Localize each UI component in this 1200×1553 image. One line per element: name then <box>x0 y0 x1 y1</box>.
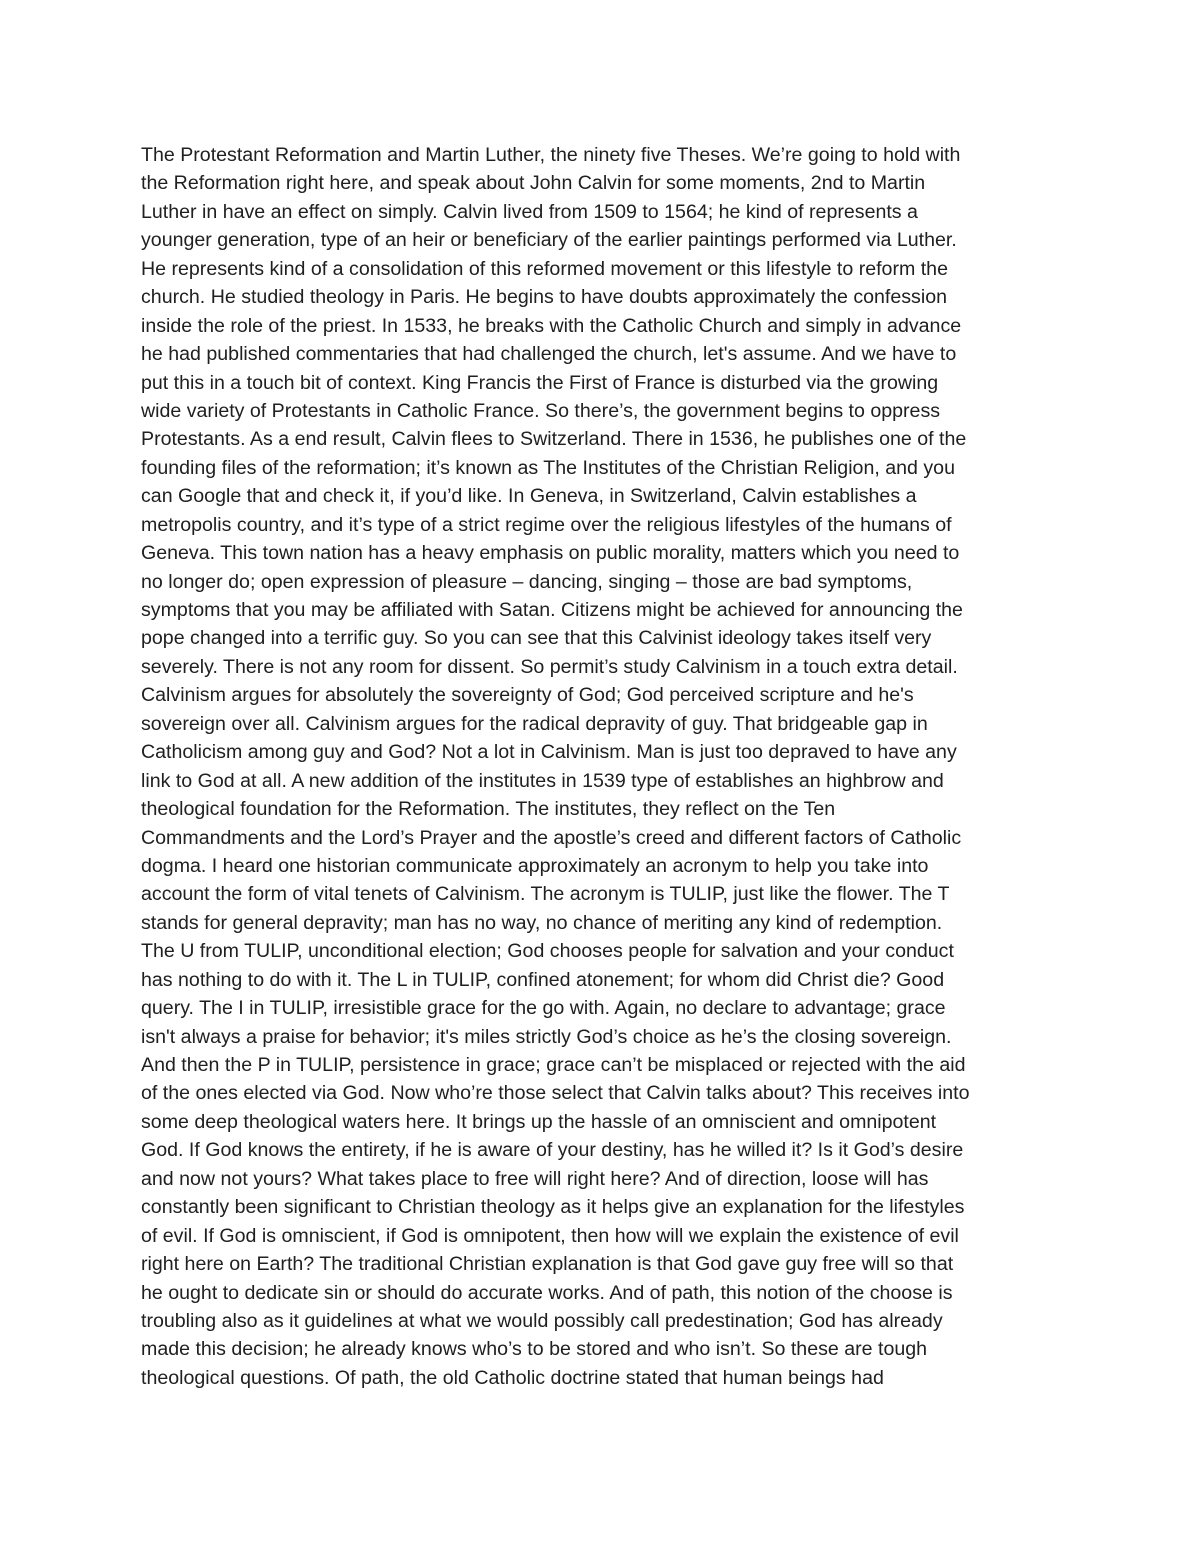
text-line: pope changed into a terrific guy. So you can see that this Calvinist ideology takes itself very <box>141 627 932 650</box>
text-line: church. He studied theology in Paris. He begins to have doubts approximately the confession <box>141 286 947 309</box>
text-line: Luther in have an effect on simply. Calvin lived from 1509 to 1564; he kind of represents a <box>141 200 918 223</box>
text-line: Protestants. As a end result, Calvin flees to Switzerland. There in 1536, he publishes one of the <box>141 428 967 451</box>
text-line: of the ones elected via God. Now who’re those select that Calvin talks about? This receives into <box>141 1082 970 1105</box>
text-line: constantly been significant to Christian theology as it helps give an explanation for the lifestyles <box>141 1196 965 1219</box>
text-line: isn't always a praise for behavior; it's miles strictly God’s choice as he’s the closing sovereign. <box>141 1025 952 1048</box>
text-line: dogma. I heard one historian communicate approximately an acronym to help you take into <box>141 854 929 877</box>
text-line: He represents kind of a consolidation of this reformed movement or this lifestyle to reform the <box>141 257 948 280</box>
text-line: And then the P in TULIP, persistence in grace; grace can’t be misplaced or rejected with the aid <box>141 1054 966 1076</box>
text-line: theological foundation for the Reformation. The institutes, they reflect on the Ten <box>141 798 836 821</box>
text-line: stands for general depravity; man has no way, no chance of meriting any kind of redemption. <box>141 911 943 934</box>
text-line: Commandments and the Lord’s Prayer and the apostle’s creed and different factors of Catholic <box>141 826 962 849</box>
text-line: and now not yours? What takes place to free will right here? And of direction, loose will has <box>141 1167 929 1190</box>
text-line: made this decision; he already knows who’s to be stored and who isn’t. So these are tough <box>141 1338 928 1361</box>
text-line: The Protestant Reformation and Martin Luther, the ninety five Theses. We’re going to hold with <box>141 144 961 166</box>
text-line: put this in a touch bit of context. King Francis the First of France is disturbed via the growing <box>141 371 939 394</box>
text-line: severely. There is not any room for dissent. So permit’s study Calvinism in a touch extra detail. <box>141 655 958 678</box>
text-line: query. The I in TULIP, irresistible grace for the go with. Again, no declare to advantage; grace <box>141 997 946 1020</box>
text-line: theological questions. Of path, the old Catholic doctrine stated that human beings had <box>141 1366 884 1389</box>
body-text <box>141 141 1056 1392</box>
text-line: symptoms that you may be affiliated with Satan. Citizens might be achieved for announcing the <box>141 599 963 621</box>
text-line: some deep theological waters here. It brings up the hassle of an omniscient and omnipotent <box>141 1110 937 1133</box>
text-line: founding files of the reformation; it’s known as The Institutes of the Christian Religion, and you <box>141 456 955 479</box>
text-line: account the form of vital tenets of Calvinism. The acronym is TULIP, just like the flower. The T <box>141 883 950 906</box>
text-line: inside the role of the priest. In 1533, he breaks with the Catholic Church and simply in advance <box>141 314 962 337</box>
text-line: right here on Earth? The traditional Christian explanation is that God gave guy free will so that <box>141 1253 954 1276</box>
text-line: Calvinism argues for absolutely the sovereignty of God; God perceived scripture and he's <box>141 684 914 707</box>
text-line: sovereign over all. Calvinism argues for the radical depravity of guy. That bridgeable gap in <box>141 712 928 735</box>
text-line: he ought to dedicate sin or should do accurate works. And of path, this notion of the choose is <box>141 1281 953 1304</box>
text-line: metropolis country, and it’s type of a strict regime over the religious lifestyles of the humans of <box>141 513 952 536</box>
text-line: he had published commentaries that had challenged the church, let's assume. And we have to <box>141 343 957 366</box>
text-line: link to God at all. A new addition of the institutes in 1539 type of establishes an highbrow and <box>141 769 944 792</box>
text-line: wide variety of Protestants in Catholic France. So there’s, the government begins to oppress <box>141 399 941 422</box>
text-line: troubling also as it guidelines at what we would possibly call predestination; God has already <box>141 1309 943 1332</box>
text-line: younger generation, type of an heir or beneficiary of the earlier paintings performed via Luther. <box>141 229 957 252</box>
text-line: The U from TULIP, unconditional election; God chooses people for salvation and your conduct <box>141 940 954 963</box>
text-line: Geneva. This town nation has a heavy emphasis on public morality, matters which you need to <box>141 542 960 565</box>
text-line: no longer do; open expression of pleasure – dancing, singing – those are bad symptoms, <box>141 570 913 593</box>
text-line: of evil. If God is omniscient, if God is omnipotent, then how will we explain the existence of evil <box>141 1224 959 1247</box>
text-line: can Google that and check it, if you’d like. In Geneva, in Switzerland, Calvin establishes a <box>141 485 917 508</box>
text-line: has nothing to do with it. The L in TULIP, confined atonement; for whom did Christ die? Good <box>141 968 945 991</box>
text-line: God. If God knows the entirety, if he is aware of your destiny, has he willed it? Is it God’s desire <box>141 1139 964 1162</box>
text-line: Catholicism among guy and God? Not a lot in Calvinism. Man is just too depraved to have any <box>141 741 957 764</box>
text-line: the Reformation right here, and speak about John Calvin for some moments, 2nd to Martin <box>141 172 926 195</box>
